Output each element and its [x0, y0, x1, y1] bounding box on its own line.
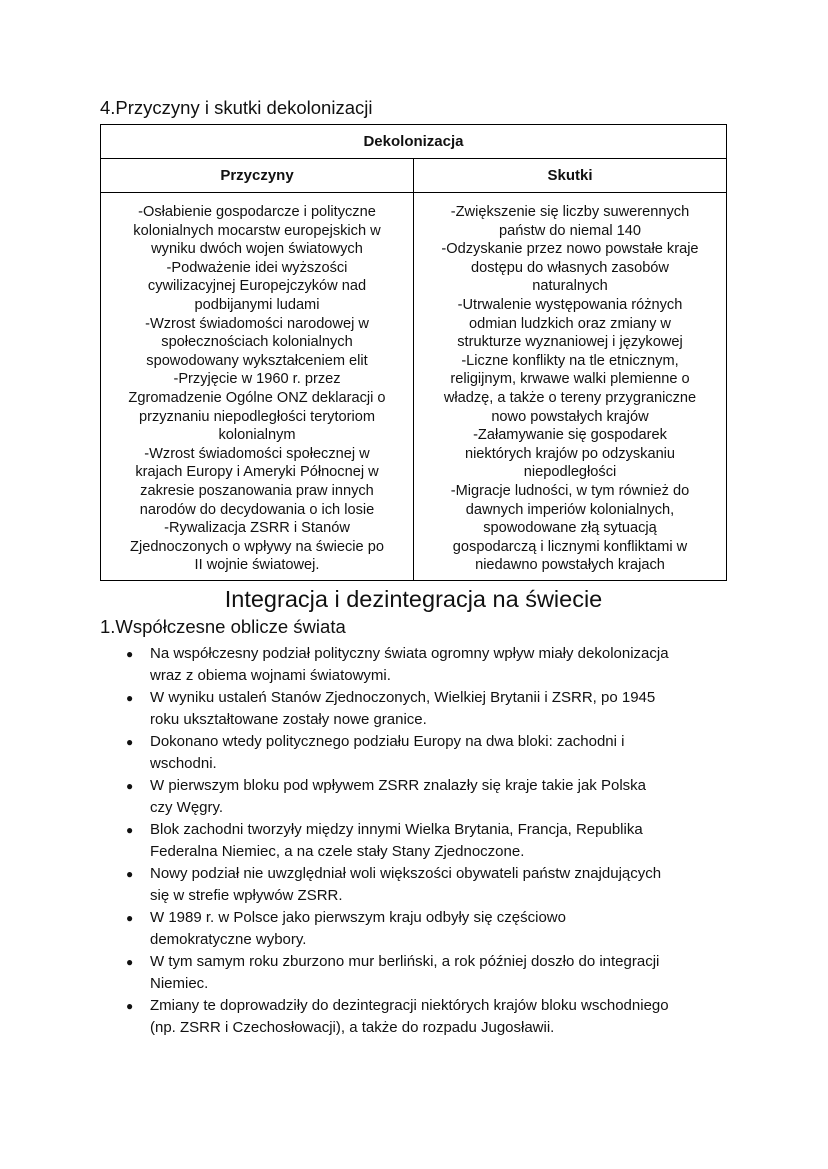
causes-line: narodów do decydowania o ich losie: [139, 501, 375, 518]
list-item: [126, 907, 726, 951]
bullet-list: [100, 643, 727, 1039]
causes-line: Zgromadzenie Ogólne ONZ deklaracji o: [128, 389, 386, 406]
causes-line: -Podważenie idei wyższości: [166, 259, 348, 276]
list-item-line: W tym samym roku zburzono mur berliński, a rok później doszło do integracji: [150, 952, 660, 970]
effects-line: dostępu do własnych zasobów: [471, 259, 669, 276]
causes-line: wyniku dwóch wojen światowych: [151, 241, 363, 258]
effects-line: naturalnych: [532, 278, 608, 295]
bullet-icon: ●: [126, 866, 134, 881]
document-page: [100, 96, 727, 1039]
list-item: [126, 731, 726, 775]
list-item: [126, 995, 726, 1039]
subsection-heading: 1.Współczesne oblicze świata: [100, 615, 346, 637]
effects-line: spowodowane złą sytuacją: [483, 520, 657, 537]
causes-line: -Przyjęcie w 1960 r. przez: [173, 371, 341, 388]
list-item: [126, 863, 726, 907]
list-item-line: Nowy podział nie uwzględniał woli większości obywateli państw znajdujących: [150, 864, 662, 882]
list-item-line: Zmiany te doprowadziły do dezintegracji niektórych krajów bloku wschodniego: [150, 996, 669, 1014]
list-item-line: wschodni.: [150, 754, 217, 772]
decolonization-table: [100, 124, 727, 581]
list-item: [126, 819, 726, 863]
list-item-line: (np. ZSRR i Czechosłowacji), a także do rozpadu Jugosławii.: [150, 1018, 555, 1036]
causes-cell: [101, 193, 414, 581]
bullet-icon: ●: [126, 646, 134, 661]
effects-line: nowo powstałych krajów: [491, 408, 649, 425]
list-item-line: W pierwszym bloku pod wpływem ZSRR znalazły się kraje takie jak Polska: [150, 776, 646, 794]
causes-line: Zjednoczonych o wpływy na świecie po: [130, 538, 384, 555]
list-item-line: roku ukształtowane zostały nowe granice.: [150, 710, 427, 728]
causes-line: II wojnie światowej.: [194, 557, 320, 574]
bullet-icon: ●: [126, 778, 134, 793]
effects-cell: [414, 193, 727, 581]
effects-line: władzę, a także o tereny przygraniczne: [443, 389, 697, 406]
causes-line: -Rywalizacja ZSRR i Stanów: [164, 520, 350, 537]
effects-line: -Zwiększenie się liczby suwerennych: [450, 204, 690, 220]
effects-line: -Migracje ludności, w tym również do: [450, 482, 690, 499]
main-title: Integracja i dezintegracja na świecie: [224, 585, 603, 612]
list-item: [126, 951, 726, 995]
effects-line: -Odzyskanie przez nowo powstałe kraje: [441, 241, 699, 258]
list-item-line: wraz z obiema wojnami światowymi.: [150, 666, 391, 684]
effects-line: państw do niemal 140: [499, 222, 641, 239]
list-item-line: W wyniku ustaleń Stanów Zjednoczonych, Wielkiej Brytanii i ZSRR, po 1945: [150, 688, 656, 706]
bullet-icon: ●: [126, 998, 134, 1013]
causes-line: krajach Europy i Ameryki Północnej w: [135, 464, 379, 481]
effects-line: gospodarczą i licznymi konfliktami w: [452, 538, 688, 555]
effects-line: niektórych krajów po odzyskaniu: [464, 445, 676, 462]
causes-line: kolonialnym: [218, 427, 296, 444]
list-item-line: Dokonano wtedy politycznego podziału Europy na dwa bloki: zachodni i: [150, 732, 625, 750]
causes-line: -Wzrost świadomości społecznej w: [144, 445, 370, 462]
causes-line: podbijanymi ludami: [194, 296, 320, 313]
bullet-icon: ●: [126, 822, 134, 837]
causes-text: [102, 194, 412, 579]
causes-line: społecznościach kolonialnych: [161, 334, 353, 351]
effects-line: strukturze wyznaniowej i językowej: [457, 334, 683, 351]
bullet-icon: ●: [126, 954, 134, 969]
column-header-effects: Skutki: [414, 159, 727, 193]
list-item: [126, 775, 726, 819]
effects-line: niedawno powstałych krajach: [475, 557, 665, 574]
list-item-line: się w strefie wpływów ZSRR.: [150, 886, 343, 904]
causes-line: przyznaniu niepodległości terytoriom: [138, 408, 376, 425]
bullet-icon: ●: [126, 690, 134, 705]
causes-line: zakresie poszanowania praw innych: [140, 482, 374, 499]
causes-line: -Wzrost świadomości narodowej w: [145, 315, 369, 332]
effects-line: niepodległości: [523, 464, 617, 481]
column-header-causes: Przyczyny: [101, 159, 414, 193]
effects-line: -Utrwalenie występowania różnych: [457, 296, 683, 313]
effects-line: -Załamywanie się gospodarek: [473, 427, 667, 444]
effects-line: religijnym, krwawe walki plemienne o: [450, 371, 690, 388]
table-title: Dekolonizacja: [101, 125, 727, 159]
effects-line: -Liczne konflikty na tle etnicznym,: [461, 352, 679, 369]
list-item-line: Blok zachodni tworzyły między innymi Wielka Brytania, Francja, Republika: [150, 820, 643, 838]
list-item-line: W 1989 r. w Polsce jako pierwszym kraju odbyły się częściowo: [150, 908, 566, 926]
list-item-line: demokratyczne wybory.: [150, 930, 307, 948]
list-item-line: czy Węgry.: [150, 798, 224, 816]
bullet-icon: ●: [126, 734, 134, 749]
bullet-icon: ●: [126, 910, 134, 925]
list-item-line: Federalna Niemiec, a na czele stały Stany Zjednoczone.: [150, 842, 525, 860]
causes-line: cywilizacyjnej Europejczyków nad: [147, 278, 367, 295]
list-item-line: Na współczesny podział polityczny świata ogromny wpływ miały dekolonizacja: [150, 644, 669, 662]
causes-line: -Osłabienie gospodarcze i polityczne: [138, 204, 376, 220]
effects-line: odmian ludzkich oraz zmiany w: [469, 315, 671, 332]
section-heading: 4.Przyczyny i skutki dekolonizacji: [100, 97, 373, 118]
causes-line: kolonialnych mocarstw europejskich w: [133, 222, 381, 239]
list-item: [126, 643, 726, 687]
list-item: [126, 687, 726, 731]
effects-text: [415, 194, 725, 579]
causes-line: spowodowany wykształceniem elit: [146, 352, 368, 369]
effects-line: dawnych imperiów kolonialnych,: [465, 501, 675, 518]
list-item-line: Niemiec.: [150, 974, 209, 992]
